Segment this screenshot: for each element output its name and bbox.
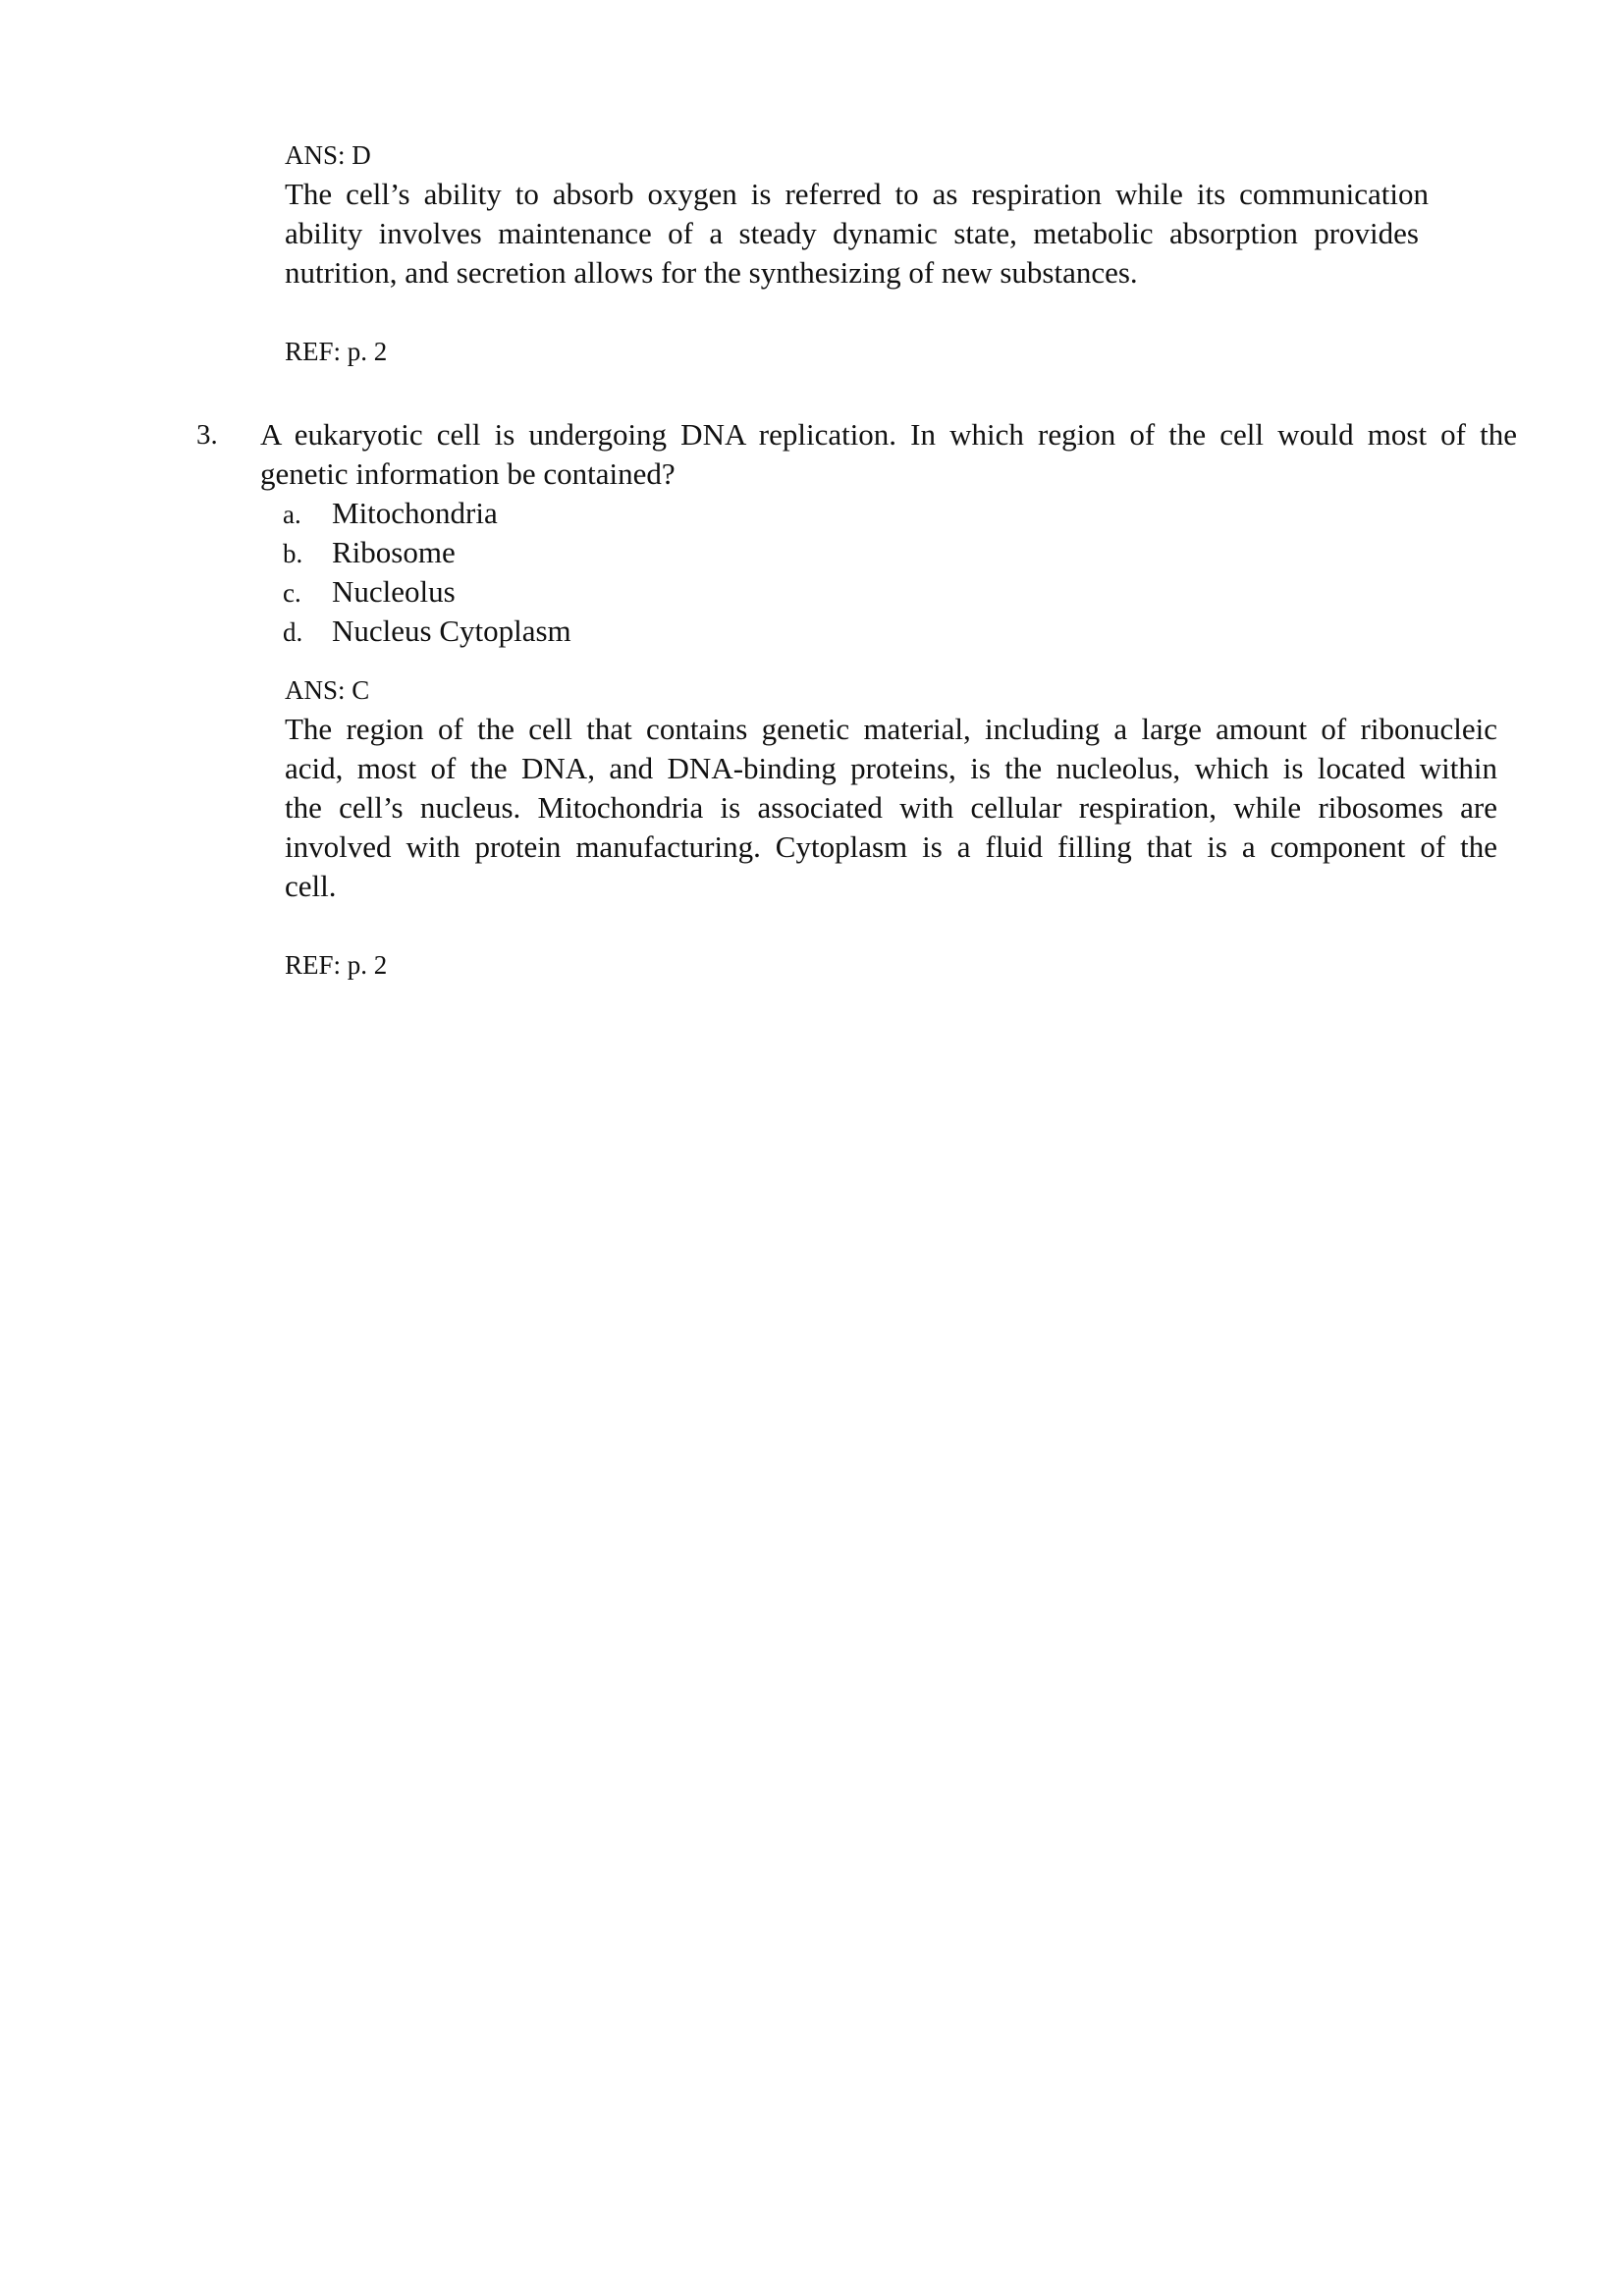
explanation-line: nutrition, and secretion allows for the synthesizing of new substances.: [285, 255, 1138, 290]
question-stem: [260, 415, 1517, 494]
explanation-line: ability involves maintenance of a steady dynamic state, metabolic absorption provides: [285, 216, 1419, 250]
previous-answer-explanation: [285, 175, 1429, 293]
question-stem-line: A eukaryotic cell is undergoing DNA replication. In which region of the cell would most of the: [260, 417, 1517, 452]
answer-explanation: [285, 710, 1497, 906]
previous-answer-label: ANS: D: [285, 140, 371, 170]
explanation-line: The region of the cell that contains genetic material, including a large amount of ribonucleic: [285, 712, 1497, 746]
explanation-line: The cell’s ability to absorb oxygen is referred to as respiration while its communication: [285, 177, 1429, 211]
question-stem-line: genetic information be contained?: [260, 456, 676, 491]
explanation-line: acid, most of the DNA, and DNA-binding proteins, is the nucleolus, which is located within: [285, 751, 1497, 785]
answer-ref: REF: p. 2: [285, 950, 388, 980]
option-letter: b.: [283, 539, 303, 568]
explanation-line: involved with protein manufacturing. Cytoplasm is a fluid filling that is a component of the: [285, 829, 1497, 864]
option-a: [283, 494, 498, 533]
explanation-line: the cell’s nucleus. Mitochondria is associated with cellular respiration, while ribosomes are: [285, 790, 1497, 825]
explanation-line: cell.: [285, 869, 337, 903]
option-d: [283, 612, 571, 651]
option-text: Nucleolus: [332, 574, 456, 609]
option-b: [283, 533, 456, 572]
previous-answer-ref: REF: p. 2: [285, 337, 388, 366]
option-text: Ribosome: [332, 535, 456, 569]
question-number: 3.: [196, 419, 218, 451]
option-letter: d.: [283, 617, 303, 647]
option-c: [283, 572, 456, 612]
answer-label: ANS: C: [285, 675, 370, 705]
option-text: Nucleus Cytoplasm: [332, 614, 571, 648]
option-letter: c.: [283, 578, 301, 608]
option-letter: a.: [283, 500, 301, 529]
option-text: Mitochondria: [332, 496, 498, 530]
